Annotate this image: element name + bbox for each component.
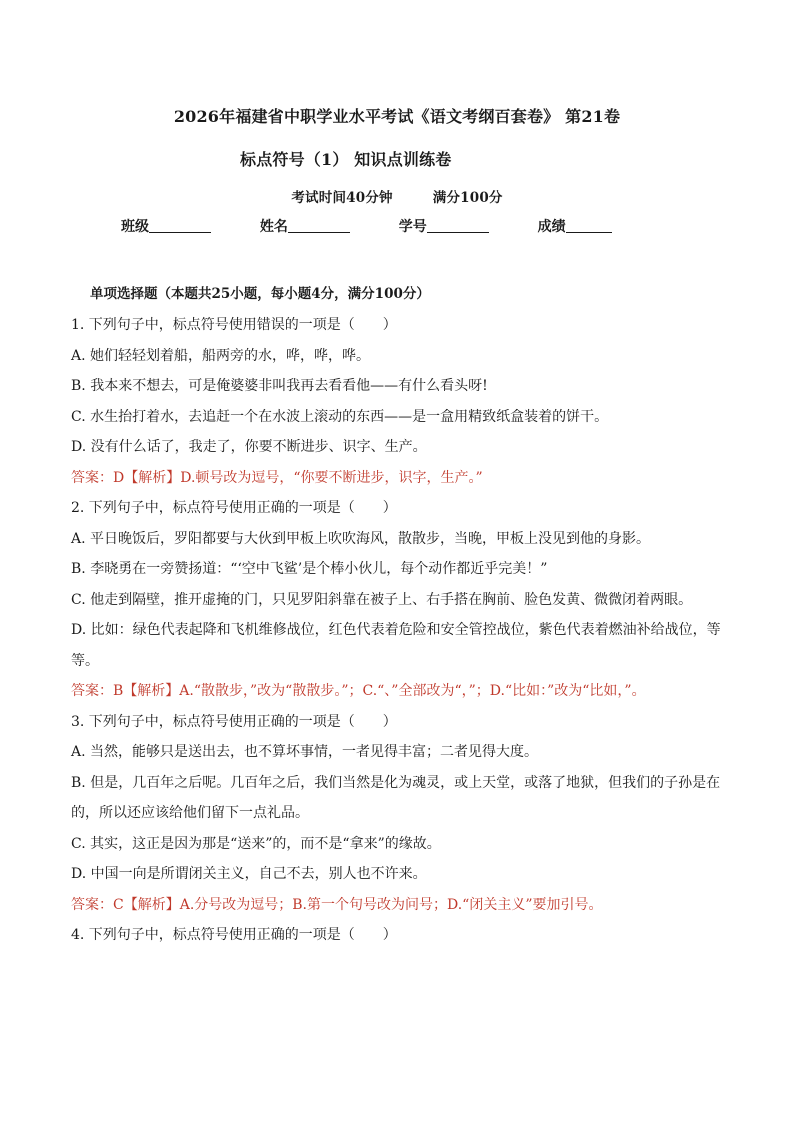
question-stem: 2. 下列句子中，标点符号使用正确的一项是（ ） (71, 500, 397, 516)
question-stem: 4. 下列句子中，标点符号使用正确的一项是（ ） (71, 927, 397, 943)
question-option: C. 他走到隔壁，推开虚掩的门，只见罗阳斜靠在被子上、右手搭在胸前、脸色发黄、微微闭着两眼。 (71, 591, 693, 608)
question-answer: 答案：D【解析】D.顿号改为逗号，“你要不断进步，识字，生产。” (71, 469, 483, 486)
exam-meta (0, 186, 794, 206)
question-option: D. 比如：绿色代表起降和飞机维修战位，红色代表着危险和安全管控战位，紫色代表着燃油补给战位，等等。 (71, 622, 721, 669)
field-id-blank[interactable] (427, 218, 489, 233)
question-answer: 答案：B【解析】A.“散散步，”改为“散散步。”；C.“、”全部改为“，”；D.“比如：”改为“比如，”。 (71, 683, 646, 699)
field-class-blank[interactable] (149, 218, 211, 233)
question-option: D. 中国一向是所谓闭关主义，自己不去，别人也不许来。 (71, 866, 427, 882)
question-stem: 3. 下列句子中，标点符号使用正确的一项是（ ） (71, 713, 397, 730)
exam-title: 2026年福建省中职学业水平考试《语文考纲百套卷》 第21卷 (173, 107, 621, 126)
question-option: C. 水生抬打着水，去追赶一个在水波上滚动的东西——是一盒用精致纸盒装着的饼干。 (71, 408, 609, 425)
question-option: A. 她们轻轻划着船，船两旁的水，哗，哗，哗。 (71, 347, 371, 364)
question-option: D. 没有什么话了，我走了，你要不断进步、识字、生产。 (71, 439, 427, 455)
question-list (71, 310, 731, 951)
question-option: B. 但是，几百年之后呢。几百年之后，我们当然是化为魂灵，或上天堂，或落了地狱，但我们的子孙是在的，所以还应该给他们留下一点礼品。 (71, 774, 721, 821)
field-score: 成绩 (538, 216, 612, 236)
exam-subtitle: 标点符号（1） 知识点训练卷 (240, 150, 452, 169)
question-stem: 1. 下列句子中，标点符号使用错误的一项是（ ） (71, 317, 397, 333)
section-title: 单项选择题（本题共25小题，每小题4分，满分100分） (90, 286, 430, 302)
field-score-blank[interactable] (566, 218, 612, 233)
question-option: B. 李晓勇在一旁赞扬道：“‘空中飞鲨’是个棒小伙儿，每个动作都近乎完美！” (71, 561, 548, 577)
student-info-fields (121, 216, 656, 236)
field-name-blank[interactable] (288, 218, 350, 233)
exam-time: 考试时间40分钟 (291, 190, 393, 206)
field-name: 姓名 (260, 216, 350, 236)
question-option: A. 平日晚饭后，罗阳都要与大伙到甲板上吹吹海风，散散步，当晚，甲板上没见到他的身影。 (71, 530, 651, 547)
question-option: C. 其实，这正是因为那是“送来”的，而不是“拿来”的缘故。 (71, 835, 441, 852)
field-id: 学号 (399, 216, 489, 236)
question-option: A. 当然，能够只是送出去，也不算坏事情，一者见得丰富；二者见得大度。 (71, 744, 539, 760)
question-answer: 答案：C【解析】A.分号改为逗号；B.第一个句号改为问号；D.“闭关主义”要加引号。 (71, 896, 603, 913)
question-option: B. 我本来不想去，可是俺婆婆非叫我再去看看他——有什么看头呀! (71, 378, 488, 394)
field-class: 班级 (121, 216, 211, 236)
full-score: 满分100分 (432, 190, 503, 206)
